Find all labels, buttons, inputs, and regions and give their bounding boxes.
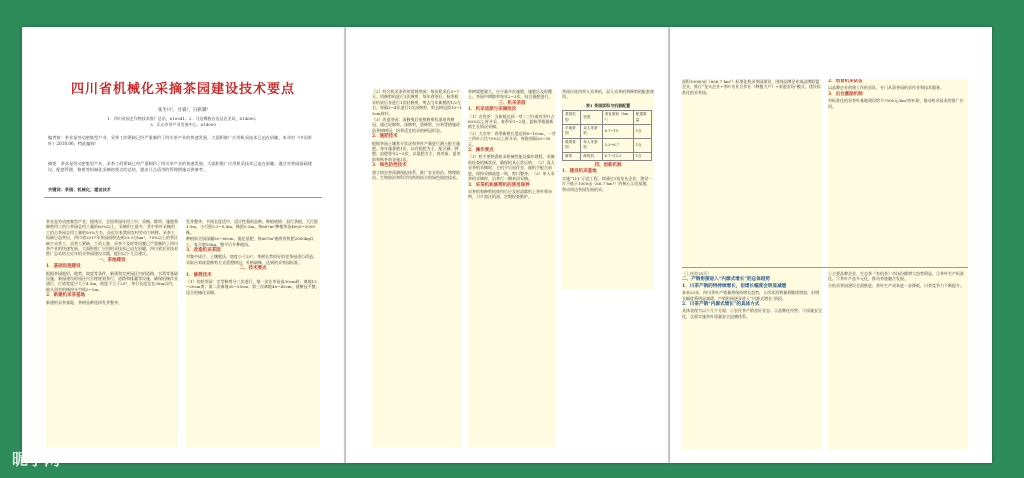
column-2: [186, 219, 320, 447]
table-cell: 3.3~6.7: [602, 138, 633, 152]
table-header-cell: 适宜面积（hm²）: [602, 111, 633, 125]
column-1: [46, 219, 178, 447]
paragraph: ④机采茶园建设全面推进，茶叶生产成本进一步降低，川茶竞争力不断提升。: [828, 282, 964, 288]
table-cell: 缓坡茶园: [563, 138, 581, 152]
column-7: [828, 79, 968, 277]
section-heading-4: 四、创新机制: [594, 163, 622, 169]
section-heading-3: 三、机采茶园: [498, 100, 526, 106]
section-heading-5: 二、产销衔接进入“内源式增长”的总体趋势: [682, 277, 770, 283]
table-cell: 修剪机: [581, 152, 602, 160]
column-8: [682, 271, 822, 449]
paragraph: 对标准化机采茶叶基地建设给予7500元/hm²的补助，推动机采技术的推广应用。: [828, 98, 964, 109]
table-row: [563, 125, 652, 139]
subheading-3-3: 3．采茶机和修剪机的使用保养: [468, 182, 530, 188]
paragraph: 种植前全园深翻50~60cm，施足基肥，每667m²施用有机肥2000kg以上、复合肥50kg，整平后开种植沟。: [186, 236, 314, 247]
watermark-logo: 昵享网: [12, 450, 61, 469]
divider: [44, 197, 322, 198]
section-heading-2: 二、技术要点: [239, 266, 267, 272]
table-cell: 修剪: [563, 152, 581, 160]
continuation-label: （上接第14页）: [682, 271, 712, 276]
divider: [682, 267, 968, 268]
machine-table: [562, 110, 652, 161]
paragraph: 发芽整齐、节间长度适中、适应性强的品种。种植规格：双行条植，大行距1.5m，小行距0.3~0.4m，株距0.3m，每667m²种植茶苗4000~5000株。: [186, 219, 318, 235]
table-row: [563, 138, 652, 152]
table-title: 表1 茶园面积与机器配置: [585, 102, 631, 108]
paragraph: （1）名优茶：当新梢达到一芽二三叶或对夹叶占60%以上时开采，春季采1~2批，夏秋季根据新梢生长情况采摘。: [468, 113, 555, 130]
paragraph: 新建机采茶基地，茶树品种选择发芽整齐、: [46, 299, 122, 305]
paragraph: 本来20年，四川茶叶产销量将保持增长趋势，人均年消费量将继续增加，但增长幅度将明显减缓，产销衔接逐步进入“内源式增长”阶段。: [682, 290, 820, 301]
intro-text: 茶业是劳动密集型产业，据统计，全国茶园年用工中，采摘、除草、施肥和修剪用工约占茶园总用工量的60%以上，采摘用工最多，其中茶叶采摘用工约占茶园总用工量的50%左右，而近年来我国农村劳动力转移，采茶工短缺日益突出，四川省2017年茶园面积达到33.3万hm²，70%以上的茶区缺少采茶工，采茶工紧缺、工资上涨、采茶不及时等问题已严重制约了四川茶产业的快速发展。大面积推广应用机采技术已迫在眉睫，四川省农业技术推广总站结合近年机采茶园建设实践，提出以下几点建议。: [46, 219, 178, 257]
table-cell: 1台: [633, 138, 651, 152]
table-header-cell: 配置数量: [633, 111, 651, 125]
affiliation-line-1: 1．四川省园艺作物技术推广总站，610041；2．马边彝族自治县农业局，614600；: [107, 116, 259, 121]
subheading-2-2: 2．施肥技术: [372, 134, 398, 140]
column-3: [372, 89, 462, 447]
column-6: [682, 79, 822, 277]
subheading-1-2: 2．新建机采茶基地: [46, 293, 86, 299]
paragraph: 以品牌企业创建工作机采队，专门从事茶园机采作业和技术服务。: [828, 85, 944, 91]
subheading-3-2: 2．操作要点: [468, 148, 494, 154]
table-cell: 单人采茶机: [581, 138, 602, 152]
column-4: [468, 89, 556, 447]
subheading-4-3: 3．出台激励机制: [828, 91, 863, 97]
paragraph: 实施“111”示范工程，即通过1家龙头企业，建设一片不低于1000亩（66.7 hm²）的核心示范基地，带动周边茶园发展机采。: [562, 175, 653, 192]
editor-note: 编者按：茶业是劳动密集型产业，采茶工的紧缺已经严重制约了四川茶产业的快速发展。大面积推广应用机采技术已迫在眉睫，本刊对《中国茶叶》2018.06，特此编按！: [48, 135, 312, 146]
paper-affiliation: [22, 116, 344, 128]
column-5: [562, 89, 654, 289]
paragraph: 茶树需肥量大，应少量多次施肥，施肥后及时覆土。茶园中耕除草每年2~3次，结合施肥进行。: [468, 89, 553, 100]
affiliation-line-2: 3．乐山市茶产业发展中心，614000: [150, 122, 216, 127]
watermark-id: ID:26767991 NO:20190124144404270082: [770, 452, 952, 462]
table-header-cell: 茶园类型: [563, 111, 581, 125]
paragraph: 具体表现为以下几个方面：①农民茶产销良好业态；②品牌化经营；③质量安全化，全面实施茶叶质量安全追溯体系。: [682, 308, 822, 319]
table-header-row: [563, 111, 652, 125]
paper-authors: 张冬川¹，甘霖¹，冯骐骥²: [157, 108, 209, 113]
subheading-4-1: 1．建设机采基地: [562, 169, 597, 175]
paragraph: ①主要品牌企业，生态茶（有机茶）市场份额增大趋势明显。②茶叶生产标准化。③茶叶产品多元化，推动茶旅融合发展。: [828, 271, 964, 282]
paragraph: （2）大宗茶：春季新梢长度达到8~10cm，一芽三四叶占比70%以上时开采，每批间隔20~30天。: [468, 130, 556, 147]
paper-title: 四川省机械化采摘茶园建设技术要点: [70, 82, 295, 97]
paragraph: 茶园应选用单人采茶机、双人采茶机和修剪机配套使用。: [562, 89, 654, 100]
table-cell: 1台: [633, 152, 651, 160]
page-left: [22, 27, 344, 463]
subheading-5-2: 2．川茶产销“内源式增长”的具体方式: [682, 302, 760, 308]
paragraph: 根据茶园地形，地势、坡度等条件，新建和完善园区内的道路、水利等基础设施。新园建设时园区内合理规划茶行、道路和排灌等设施，确保机械作业通行，行道宽度应大于4.5m，坡度不大于20°，茶行长度宜在30m以内，地头留有机械掉头空间3~5m。: [46, 270, 178, 292]
paragraph: 根据茶园土壤养分状况和茶叶产量进行测土配方施肥。每年施基肥1次，以有机肥为主，配合磷、钾肥；追肥每年2~3次，以氮肥为主，春茶前、夏茶前和秋茶前各施1次。: [372, 140, 461, 162]
table-cell: 6.7~13.3: [602, 152, 633, 160]
keywords: 关键词：茶园；机械化；建设技术: [48, 187, 111, 192]
paragraph: （2）符合机采条件的常规茶园：每次机采后5~7天，用修剪机进行1次掸剪，每年春茶后，秋季机采结束后各进行1次轻修剪，剪去当年新梢的1/2左右，每隔3~4年进行1次深修剪，剪去树冠面10~15cm枝叶。: [372, 89, 462, 116]
subheading-1-3: 3．改造机采茶园: [186, 248, 221, 254]
subheading-2-3: 3．绿色防控技术: [372, 163, 407, 169]
paragraph: 采茶机和修剪机使用后应及时清除机上茶叶和杂物，刀片加注机油，定期检查维护。: [468, 188, 552, 200]
subheading-4-2: 2．培育机采队伍: [828, 79, 863, 84]
paragraph: （1）机手要熟悉机采机械性能及操作规程，采摘前检查机械状况，确保机具正常运转。（2）双人采茶机采摘时，主机手后退作业，副机手配合前进，保持采摘高度一致，剪口整齐。（3）单人采茶机采摘时，沿茶行一侧来回采摘。: [468, 154, 555, 182]
paragraph: （1）幼龄茶园：定型修剪分三次进行，第一次在茶苗高30cm时，离地15~20cm剪；第二次离地30~35cm；第三次离地40~45cm，使树冠平整，适合机械化采摘。: [186, 279, 320, 295]
table-cell: 6.7~10: [602, 125, 633, 139]
subheading-2-1: 1．修剪技术: [186, 272, 212, 278]
paragraph: （3）改造茶园：深修剪后按照修剪标准培养树冠，通过轻修剪，深修剪，重修剪，台刈等措施改造茶树树冠，培养适宜机采的树冠形态。: [372, 117, 460, 133]
paragraph: 建立病虫害预测预报体系，推广农业防治、物理防治、生物防治和科学用药相结合的绿色防控技术。: [372, 169, 460, 181]
section-heading-1: 一、茶地建设: [98, 257, 126, 263]
table-header-cell: 机型: [581, 111, 602, 125]
paragraph: 面积10000亩（666.7 hm²）标准化机采茶园建设，围绕品牌企业或品牌联盟企业，推行“龙头企业+茶叶专业合作社（种植大户）+家庭农场”模式，建设标准化机采茶园。: [682, 79, 821, 95]
table-cell: 平地茶园: [563, 125, 581, 139]
paragraph: 对集中成片、土壤肥沃、坡度小于25°，茶树长势较好的老茶园进行改造，采取台刈或重修剪方式重塑树冠，补植缺株，达到机采茶园标准。: [186, 254, 318, 265]
page-middle: [346, 27, 668, 463]
watermark-url: www.nipic.cn: [82, 456, 122, 463]
abstract: 摘要：茶业是劳动密集型产业，采茶工的紧缺已经严重制约了四川茶产业的快速发展。大面积推广应用机采技术已迫在眉睫。通过对茶园基础建设、配套管理、修剪等机械化采摘的要点的总结，提出几点适用的管理措施以供参考。: [48, 161, 312, 172]
table-row: [563, 152, 652, 160]
subheading-3-1: 1．机采适期与采摘批次: [468, 107, 517, 113]
subheading-1-1: 1．基础设施建设: [46, 264, 81, 270]
table-cell: 1台: [633, 125, 651, 139]
column-9: [828, 271, 968, 449]
page-right: [670, 27, 992, 463]
table-cell: 双人采茶机: [581, 125, 602, 139]
subheading-5-1: 1．川茶产销的特持续增长，但增长幅度会明显减缓: [682, 283, 787, 289]
